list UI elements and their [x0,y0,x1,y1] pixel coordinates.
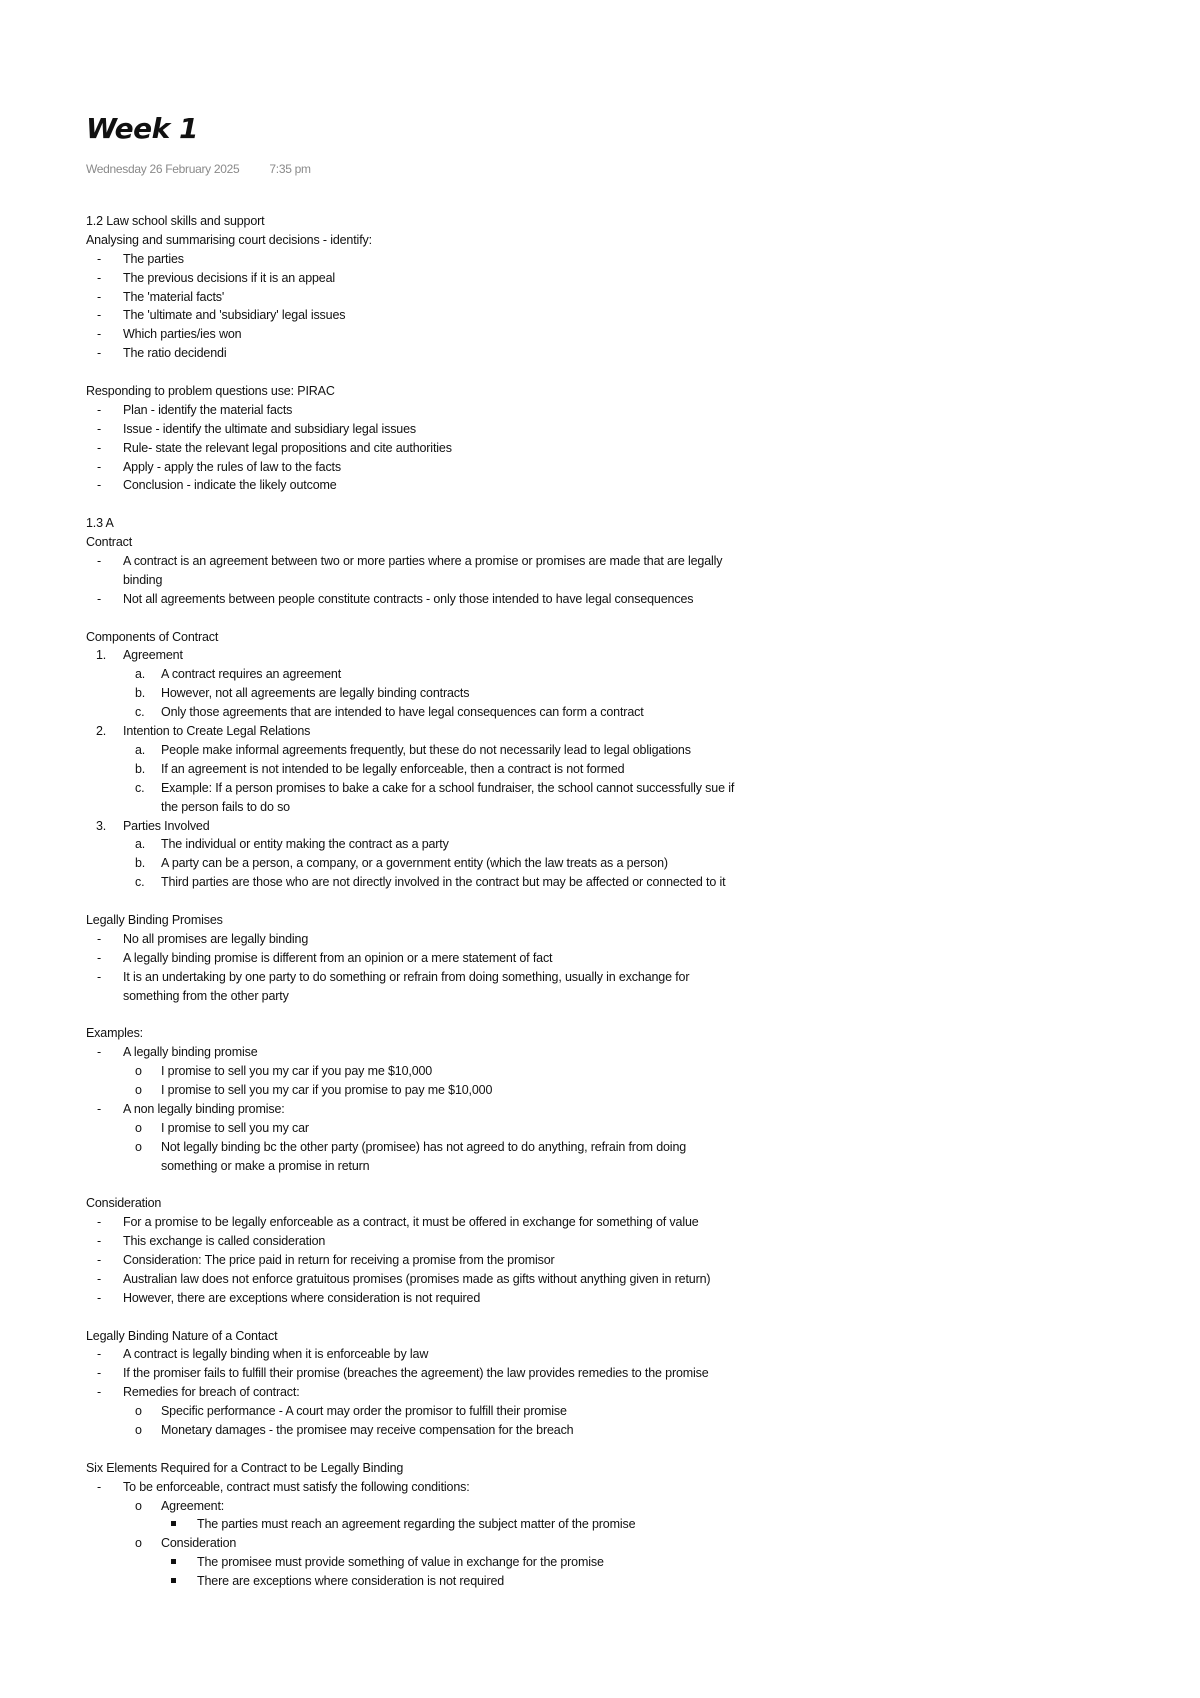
line-text: A legally binding promise [123,1045,258,1060]
list-marker: 1. [96,648,107,663]
circle-bullet-icon: o [135,1536,142,1551]
line-text: Six Elements Required for a Contract to be Legally Binding [86,1460,404,1475]
list-item [86,288,1126,307]
dash-bullet-icon: - [97,1252,102,1267]
blank-line [86,1005,1126,1024]
list-item [86,1345,1126,1364]
circle-bullet-icon: o [135,1064,142,1079]
dash-bullet-icon: - [97,1290,102,1305]
square-bullet-icon [171,1553,176,1572]
dash-bullet-icon: - [97,1271,102,1286]
line-text: Parties Involved [123,818,210,833]
list-item [86,1062,1126,1081]
list-item [86,968,1126,987]
list-item [86,1081,1126,1100]
list-item [86,439,1126,458]
line-text: Monetary damages - the promisee may receive compensation for the breach [161,1423,574,1437]
line-text: Remedies for breach of contract: [123,1385,300,1400]
list-item [86,250,1126,269]
dash-bullet-icon: - [97,421,102,436]
list-item [86,1232,1126,1251]
dash-bullet-icon: - [97,1045,102,1060]
dash-bullet-icon: - [97,1215,102,1230]
dash-bullet-icon: - [97,1234,102,1249]
list-item [86,1270,1126,1289]
line-text: Specific performance - A court may order the promisor to fulfill their promise [161,1404,567,1419]
circle-bullet-icon: o [135,1423,142,1437]
dash-bullet-icon: - [97,969,102,984]
note-body [86,212,1126,1591]
line-text: Rule- state the relevant legal propositions and cite authorities [123,440,452,455]
list-marker: c. [135,875,145,890]
heading-line [86,628,1126,647]
line-text: A contract requires an agreement [161,667,342,682]
line-text: something from the other party [123,988,289,1003]
square-bullet-icon [171,1572,176,1591]
list-item [86,1402,1126,1421]
line-text: A party can be a person, a company, or a government entity (which the law treats as a person) [161,856,668,871]
note-metadata [86,162,311,176]
dash-bullet-icon: - [97,591,102,606]
list-item [86,835,1126,854]
list-item [86,1515,1126,1534]
dash-bullet-icon: - [97,478,102,493]
dash-bullet-icon: - [97,346,102,361]
line-text: To be enforceable, contract must satisfy the following conditions: [123,1479,470,1494]
heading-line [86,1024,1126,1043]
page-title: Week 1 [86,112,198,145]
line-text: The 'material facts' [123,289,225,304]
line-text: I promise to sell you my car [161,1120,309,1135]
line-text: The parties [123,251,184,266]
list-item [86,684,1126,703]
list-item [86,665,1126,684]
list-item [86,1553,1126,1572]
line-text: For a promise to be legally enforceable as a contract, it must be offered in exchange for something of value [123,1215,699,1230]
line-text: I promise to sell you my car if you pay me $10,000 [161,1064,433,1079]
line-text: Which parties/ies won [123,327,242,342]
list-marker: 3. [96,818,107,833]
list-marker: a. [135,837,146,852]
line-text: Components of Contract [86,629,219,644]
dash-bullet-icon: - [97,1101,102,1116]
heading-line [86,514,1126,533]
heading-line [86,231,1126,250]
line-text: 1.2 Law school skills and support [86,214,265,228]
list-item [86,1043,1126,1062]
line-text: something or make a promise in return [161,1158,370,1173]
list-item [86,722,1126,741]
line-text: However, there are exceptions where consideration is not required [123,1290,481,1305]
line-text: Consideration [86,1196,162,1211]
list-item-continuation [86,571,1126,590]
blank-line [86,1440,1126,1459]
line-text: Only those agreements that are intended to have legal consequences can form a contract [161,705,644,720]
heading-line [86,1327,1126,1346]
blank-line [86,495,1126,514]
circle-bullet-icon: o [135,1082,142,1097]
dash-bullet-icon: - [97,402,102,417]
line-text: The previous decisions if it is an appeal [123,270,336,285]
list-item [86,269,1126,288]
line-text: This exchange is called consideration [123,1234,326,1249]
dash-bullet-icon: - [97,931,102,946]
list-item [86,1478,1126,1497]
line-text: Responding to problem questions use: PIRAC [86,384,335,399]
list-item [86,476,1126,495]
line-text: Conclusion - indicate the likely outcome [123,478,337,493]
line-text: Contract [86,535,133,550]
heading-line [86,533,1126,552]
list-item [86,325,1126,344]
line-text: The parties must reach an agreement regarding the subject matter of the promise [197,1517,636,1532]
list-item [86,1100,1126,1119]
list-item [86,760,1126,779]
heading-line [86,911,1126,930]
note-time: 7:35 pm [269,162,311,176]
list-item [86,552,1126,571]
line-text: However, not all agreements are legally binding contracts [161,686,470,701]
dash-bullet-icon: - [97,950,102,965]
heading-line [86,1194,1126,1213]
list-item [86,949,1126,968]
list-item [86,646,1126,665]
line-text: Intention to Create Legal Relations [123,724,311,739]
list-item [86,401,1126,420]
line-text: binding [123,572,163,587]
line-text: the person fails to do so [161,799,290,814]
list-item [86,1119,1126,1138]
line-text: The promisee must provide something of value in exchange for the promise [197,1555,604,1570]
line-text: It is an undertaking by one party to do something or refrain from doing something, usually in exchange for [123,969,690,984]
blank-line [86,892,1126,911]
line-text: Not legally binding bc the other party (promisee) has not agreed to do anything, refrain from doing [161,1139,687,1154]
list-item [86,1572,1126,1591]
line-text: Examples: [86,1026,144,1041]
list-item [86,1289,1126,1308]
line-text: Not all agreements between people constitute contracts - only those intended to have legal consequences [123,591,694,606]
line-text: Apply - apply the rules of law to the facts [123,459,341,474]
circle-bullet-icon: o [135,1404,142,1419]
list-marker: c. [135,780,145,795]
list-marker: b. [135,856,146,871]
list-item [86,854,1126,873]
line-text: Agreement [123,648,183,663]
dash-bullet-icon: - [97,308,102,323]
dash-bullet-icon: - [97,1479,102,1494]
dash-bullet-icon: - [97,554,102,569]
line-text: A contract is legally binding when it is enforceable by law [123,1347,429,1362]
line-text: Consideration: The price paid in return for receiving a promise from the promisor [123,1252,555,1267]
list-marker: b. [135,686,146,701]
list-item [86,420,1126,439]
list-item [86,590,1126,609]
blank-line [86,609,1126,628]
line-text: A non legally binding promise: [123,1101,285,1116]
list-item [86,458,1126,477]
circle-bullet-icon: o [135,1498,142,1513]
list-item [86,1383,1126,1402]
list-marker: 2. [96,724,107,739]
line-text: People make informal agreements frequently, but these do not necessarily lead to legal obligations [161,742,691,757]
dash-bullet-icon: - [97,251,102,266]
list-item [86,1138,1126,1157]
line-text: No all promises are legally binding [123,931,309,946]
blank-line [86,1175,1126,1194]
line-text: Legally Binding Promises [86,912,223,927]
list-item [86,306,1126,325]
line-text: Third parties are those who are not directly involved in the contract but may be affected or connected to it [161,875,726,890]
dash-bullet-icon: - [97,440,102,455]
line-text: The 'ultimate and 'subsidiary' legal issues [123,308,346,323]
dash-bullet-icon: - [97,270,102,285]
dash-bullet-icon: - [97,327,102,342]
list-item [86,1251,1126,1270]
square-bullet-icon [171,1515,176,1534]
line-text: Example: If a person promises to bake a cake for a school fundraiser, the school cannot successfully sue if [161,780,735,795]
dash-bullet-icon: - [97,459,102,474]
line-text: A contract is an agreement between two or more parties where a promise or promises are made that are legally [123,554,723,569]
dash-bullet-icon: - [97,1366,102,1381]
line-text: There are exceptions where consideration is not required [197,1574,505,1589]
circle-bullet-icon: o [135,1120,142,1135]
list-marker: c. [135,705,145,720]
list-item-continuation [86,987,1126,1006]
line-text: The individual or entity making the contract as a party [161,837,449,852]
line-text: If the promiser fails to fulfill their promise (breaches the agreement) the law provides remedies to the promise [123,1366,709,1381]
line-text: Analysing and summarising court decisions - identify: [86,232,372,247]
line-text: Consideration [161,1536,237,1551]
list-item [86,1534,1126,1553]
line-text: Australian law does not enforce gratuitous promises (promises made as gifts without anything given in return) [123,1271,711,1286]
circle-bullet-icon: o [135,1139,142,1154]
note-date: Wednesday 26 February 2025 [86,162,240,176]
list-item [86,1421,1126,1440]
list-item [86,1497,1126,1516]
line-text: Agreement: [161,1498,225,1513]
line-text: Legally Binding Nature of a Contact [86,1328,278,1343]
line-text: If an agreement is not intended to be legally enforceable, then a contract is not formed [161,761,625,776]
heading-line [86,1459,1126,1478]
list-item [86,741,1126,760]
dash-bullet-icon: - [97,1347,102,1362]
line-text: 1.3 A [86,516,114,531]
list-item-continuation [86,798,1126,817]
line-text: Issue - identify the ultimate and subsidiary legal issues [123,421,416,436]
list-item [86,873,1126,892]
list-marker: a. [135,742,146,757]
heading-line [86,382,1126,401]
heading-line [86,212,1126,231]
list-item-continuation [86,1157,1126,1176]
line-text: I promise to sell you my car if you promise to pay me $10,000 [161,1082,493,1097]
list-item [86,779,1126,798]
list-marker: b. [135,761,146,776]
dash-bullet-icon: - [97,1385,102,1400]
list-marker: a. [135,667,146,682]
list-item [86,1213,1126,1232]
dash-bullet-icon: - [97,289,102,304]
line-text: A legally binding promise is different from an opinion or a mere statement of fact [123,950,553,965]
line-text: The ratio decidendi [123,346,227,361]
line-text: Plan - identify the material facts [123,402,293,417]
list-item [86,703,1126,722]
list-item [86,1364,1126,1383]
list-item [86,817,1126,836]
blank-line [86,1308,1126,1327]
list-item [86,344,1126,363]
list-item [86,930,1126,949]
blank-line [86,363,1126,382]
